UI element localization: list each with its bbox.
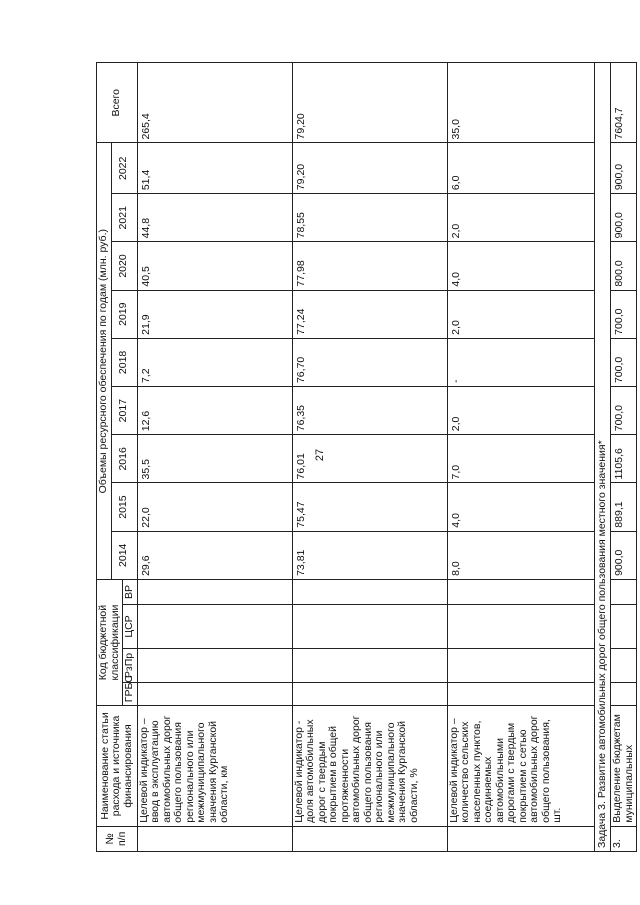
cell-value: 79,20: [292, 143, 447, 194]
cell-rzpr: [447, 648, 594, 682]
cell-value: 900,0: [611, 531, 637, 579]
table-row: [137, 63, 292, 852]
cell-value: 8,0: [447, 531, 594, 579]
cell-grbs: [292, 683, 447, 706]
cell-value: 29,6: [137, 531, 292, 579]
cell-total: 79,20: [292, 63, 447, 144]
cell-value: -: [447, 338, 594, 386]
header-grbs: ГРБС: [123, 683, 138, 706]
cell-vr: [447, 579, 594, 604]
cell-csr: [137, 605, 292, 649]
cell-name: Целевой индикатор - доля автомобильных дорог с твердым покрытием в общей протяженности автомобильных дорог общего пользования регионального или межмуниципального значения Курганской области, %: [292, 706, 447, 827]
header-row-1: [97, 63, 112, 852]
header-year: 2022: [111, 143, 137, 194]
cell-value: 44,8: [137, 194, 292, 242]
cell-value: 2,0: [447, 387, 594, 435]
cell-value: 900,0: [611, 194, 637, 242]
cell-csr: [611, 605, 637, 649]
table-row: [292, 63, 447, 852]
cell-value: 2,0: [447, 194, 594, 242]
header-year: 2019: [111, 290, 137, 338]
cell-value: 700,0: [611, 338, 637, 386]
cell-value: 76,01: [292, 435, 447, 483]
header-year: 2016: [111, 435, 137, 483]
cell-rzpr: [611, 648, 637, 682]
header-name: Наименование статьи расхода и источника финансирования: [97, 706, 138, 827]
cell-value: 22,0: [137, 483, 292, 531]
header-num: № п/п: [97, 826, 138, 851]
cell-num: 3.: [611, 826, 637, 851]
cell-num: [447, 826, 594, 851]
header-year: 2020: [111, 242, 137, 290]
header-year: 2018: [111, 338, 137, 386]
cell-value: 40,5: [137, 242, 292, 290]
cell-total: 35,0: [447, 63, 594, 144]
rotated-table-container: [96, 62, 635, 852]
header-vr: ВР: [123, 579, 138, 604]
cell-num: [292, 826, 447, 851]
header-total: Всего: [97, 63, 138, 144]
cell-num: [137, 826, 292, 851]
cell-value: 1105,6: [611, 435, 637, 483]
task-heading: Задача 3. Развитие автомобильных дорог общего пользования местного значения*: [594, 63, 611, 852]
header-rzpr: РзПр: [123, 648, 138, 682]
cell-value: 7,0: [447, 435, 594, 483]
cell-grbs: [611, 683, 637, 706]
task-row: [594, 63, 611, 852]
header-year: 2017: [111, 387, 137, 435]
cell-value: 75,47: [292, 483, 447, 531]
cell-value: 35,5: [137, 435, 292, 483]
cell-csr: [292, 605, 447, 649]
cell-name: Целевой индикатор – количество сельских населенных пунктов, соединяемых автомобильными дорогами с твердым покрытием с сетью автомобильных дорог общего пользования, шт.: [447, 706, 594, 827]
table-row: [611, 63, 637, 852]
header-csr: ЦСР: [123, 605, 138, 649]
cell-value: 6,0: [447, 143, 594, 194]
cell-rzpr: [137, 648, 292, 682]
cell-value: 700,0: [611, 387, 637, 435]
resource-table: [96, 62, 637, 852]
cell-value: 78,55: [292, 194, 447, 242]
cell-value: 76,70: [292, 338, 447, 386]
page-number: 27: [314, 448, 326, 462]
cell-value: 700,0: [611, 290, 637, 338]
header-budget-code: Код бюджетной классификации: [97, 579, 123, 705]
cell-grbs: [137, 683, 292, 706]
cell-vr: [137, 579, 292, 604]
cell-csr: [447, 605, 594, 649]
cell-value: 900,0: [611, 143, 637, 194]
cell-value: 889,1: [611, 483, 637, 531]
table-row: [447, 63, 594, 852]
cell-value: 21,9: [137, 290, 292, 338]
cell-name: Целевой индикатор – ввод в эксплуатацию автомобильных дорог общего пользования регионального или межмуниципального значения Курганской области, км: [137, 706, 292, 827]
cell-vr: [292, 579, 447, 604]
table-stage: [96, 62, 635, 852]
cell-value: 76,35: [292, 387, 447, 435]
cell-value: 73,81: [292, 531, 447, 579]
header-year: 2014: [111, 531, 137, 579]
cell-grbs: [447, 683, 594, 706]
cell-rzpr: [292, 648, 447, 682]
header-year: 2015: [111, 483, 137, 531]
cell-value: 2,0: [447, 290, 594, 338]
cell-total: 265,4: [137, 63, 292, 144]
cell-value: 800,0: [611, 242, 637, 290]
cell-vr: [611, 579, 637, 604]
cell-value: 4,0: [447, 483, 594, 531]
cell-value: 77,98: [292, 242, 447, 290]
cell-value: 12,6: [137, 387, 292, 435]
cell-value: 4,0: [447, 242, 594, 290]
cell-name: Выделение бюджетам муниципальных: [611, 706, 637, 827]
cell-value: 51,4: [137, 143, 292, 194]
cell-value: 7,2: [137, 338, 292, 386]
cell-total: 7604,7: [611, 63, 637, 144]
header-volumes: Объемы ресурсного обеспечения по годам (млн. руб.): [97, 143, 112, 579]
cell-value: 77,24: [292, 290, 447, 338]
header-year: 2021: [111, 194, 137, 242]
